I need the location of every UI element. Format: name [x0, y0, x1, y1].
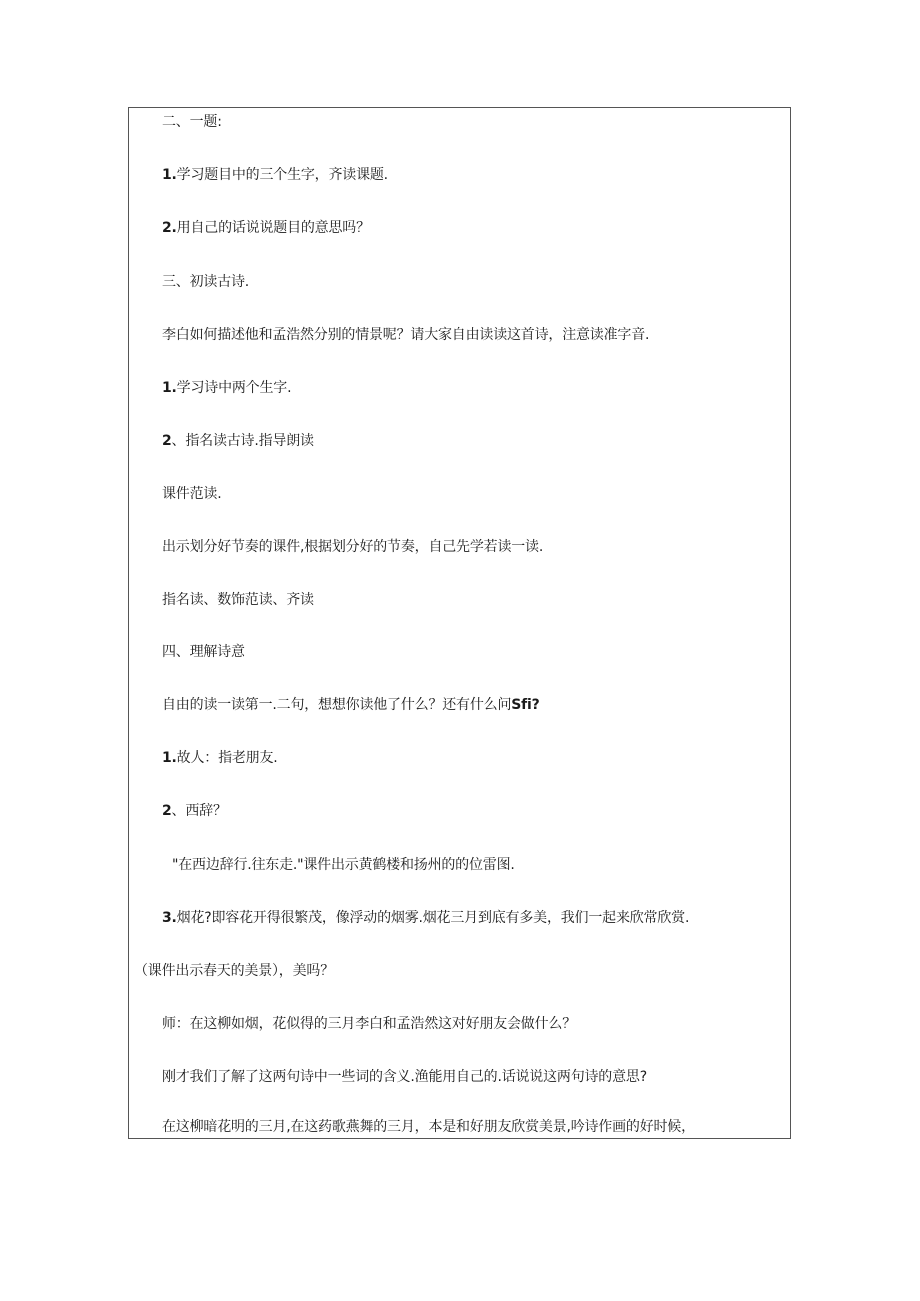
paragraph-text: 故人：指老朋友. [176, 750, 278, 766]
paragraph-text: 三、初读古诗. [162, 274, 250, 290]
paragraph-text: 出示划分好节奏的课件,根据划分好的节奏，自己先学若读一读. [162, 539, 544, 555]
paragraph-text: 在这柳暗花明的三月,在这药歌燕舞的三月，本是和好朋友欣赏美景,吟诗作画的好时候， [162, 1119, 695, 1135]
list-item-1 [162, 748, 278, 768]
paragraph [162, 484, 221, 504]
list-item-1 [162, 165, 388, 185]
paragraph-text: 烟花?即容花开得很繁茂，像浮动的烟雾.烟花三月到底有多美，我们一起来欣常欣赏. [176, 910, 690, 926]
paragraph-text: 课件范读. [162, 486, 222, 502]
paragraph-continuation [134, 961, 334, 981]
paragraph [162, 590, 314, 610]
list-number: 3. [162, 910, 177, 926]
list-number: 2. [162, 220, 177, 236]
paragraph-text: 、西辞？ [171, 803, 227, 819]
list-number: 2 [162, 433, 172, 449]
paragraph-text: "在西边辞行.往东走."课件出示黄鹤楼和扬州的的位雷图. [172, 857, 515, 873]
paragraph [162, 325, 649, 345]
paragraph-text: 二、一题: [162, 114, 222, 130]
paragraph-text: 学习题目中的三个生字，齐读课题. [176, 167, 388, 183]
paragraph [162, 1014, 576, 1034]
section-heading-4 [162, 642, 245, 662]
paragraph-text: （课件出示春天的美景），美吗？ [134, 963, 334, 979]
paragraph [162, 537, 543, 557]
list-item-1 [162, 378, 291, 398]
list-number: 1. [162, 380, 177, 396]
list-number: 1. [162, 167, 177, 183]
paragraph-text: 师：在这柳如烟，花似得的三月李白和孟浩然这对好朋友会做什么？ [162, 1016, 576, 1032]
paragraph [162, 1067, 647, 1087]
paragraph [162, 695, 540, 715]
list-number: 2 [162, 803, 172, 819]
paragraph-text: 用自己的话说说题目的意思吗？ [176, 220, 370, 236]
paragraph-text: 指名读、数饰范读、齐读 [162, 592, 314, 608]
section-heading-3 [162, 272, 249, 292]
list-item-2 [162, 218, 370, 238]
section-heading-2 [162, 112, 222, 132]
paragraph-suffix: Sfi? [511, 697, 540, 713]
list-number: 1. [162, 750, 177, 766]
paragraph-text: 学习诗中两个生字. [176, 380, 292, 396]
list-item-3 [162, 908, 689, 928]
list-item-2 [162, 801, 227, 821]
paragraph [162, 1117, 695, 1137]
document-frame [128, 107, 791, 1139]
quote-paragraph [172, 855, 515, 875]
paragraph-text: 自由的读一读第一.二句，想想你读他了什么？还有什么问 [162, 697, 512, 713]
paragraph-text: 刚才我们了解了这两句诗中一些词的含义.渔能用自己的.话说说这两句诗的意思? [162, 1069, 647, 1085]
paragraph-text: 、指名读古诗.指导朗读 [171, 433, 314, 449]
list-item-2 [162, 431, 314, 451]
paragraph-text: 四、理解诗意 [162, 644, 245, 660]
paragraph-text: 李白如何描述他和孟浩然分别的情景呢？请大家自由读读这首诗，注意读准字音. [162, 327, 650, 343]
